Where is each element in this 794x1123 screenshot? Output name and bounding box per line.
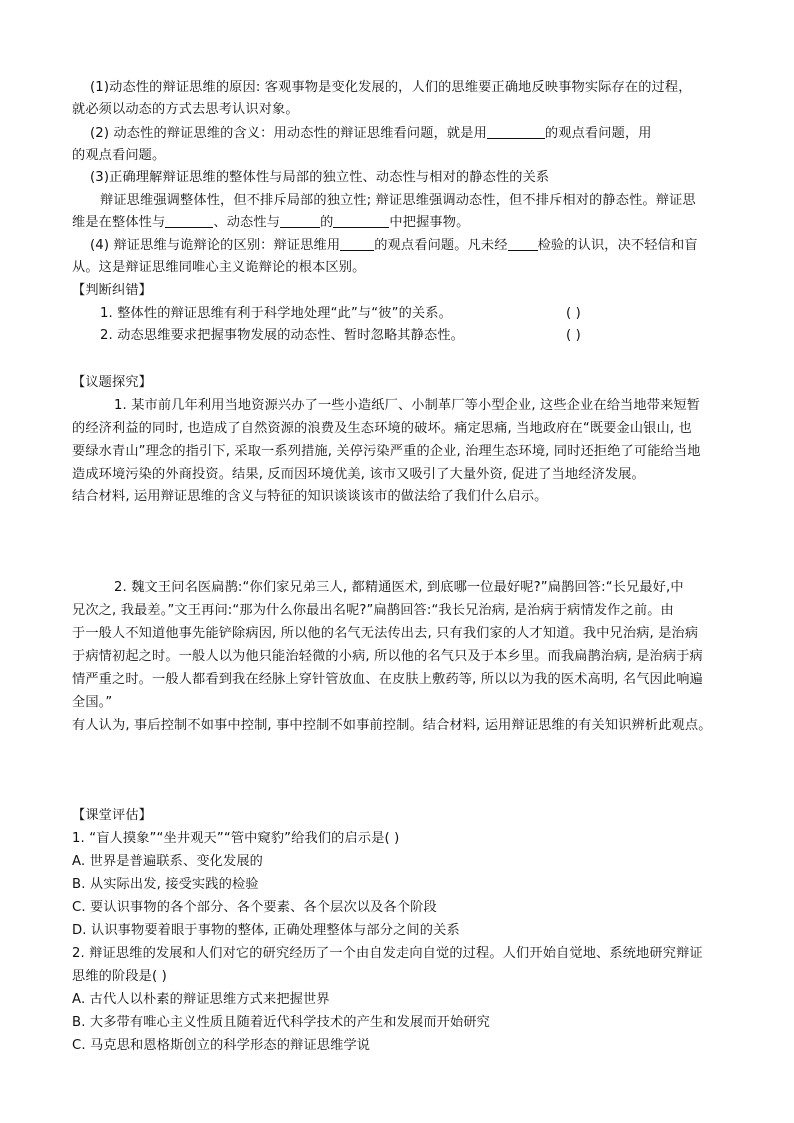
fill-blank[interactable] xyxy=(165,213,213,228)
paragraph-2-text-a: (2) 动态性的辩证思维的含义：用动态性的辩证思维看问题，就是用 xyxy=(90,126,487,141)
paragraph-3-text-d: 中把握事物。 xyxy=(389,215,470,230)
explore-q2-line-6: 全国。” xyxy=(72,695,113,710)
paragraph-2-text-b: 的观点看问题，用 xyxy=(544,126,652,141)
assess-q1-option-a: A. 世界是普遍联系、变化发展的 xyxy=(72,854,264,869)
paragraph-3-line-1: (3)正确理解辩证思维的整体性与局部的独立性、动态性与相对的静态性的关系 xyxy=(90,170,550,185)
assess-q1-option-c: C. 要认识事物的各个部分、各个要素、各个层次以及各个阶段 xyxy=(72,900,437,915)
explore-q2-line-4: 于病情初起之时。一般人以为他只能治轻微的小病, 所以他的名气只及于本乡里。而我扁鹊治病, 是治病于病 xyxy=(72,649,703,664)
explore-heading: 【议题探究】 xyxy=(72,375,153,390)
fill-blank[interactable] xyxy=(333,213,389,228)
fill-blank[interactable] xyxy=(340,236,374,251)
explore-q2-line-3: 于一般人不知道他事先能铲除病因, 所以他的名气无法传出去, 只有我们家的人才知道。我中兄治病, 是治病 xyxy=(72,626,699,641)
explore-q2-line-2: 兄次之, 我最差。”文王再问:“那为什么你最出名呢?”扁鹊回答:“我长兄治病, 是治病于病情发作之前。由 xyxy=(72,603,674,618)
paragraph-3-text-c: 的 xyxy=(320,215,334,230)
explore-q1-line-2: 的经济利益的同时, 也造成了自然资源的浪费及生态环境的破坏。痛定思痛, 当地政府在“既要金山银山, 也 xyxy=(72,421,692,436)
paragraph-3-line-3 xyxy=(72,213,469,233)
paragraph-4-line-1 xyxy=(90,236,698,256)
assess-question-2-line-1: 2. 辩证思维的发展和人们对它的研究经历了一个由自发走向自觉的过程。人们开始自觉地、系统地研究辩证 xyxy=(72,946,703,961)
paragraph-3-text-a: 维是在整体性与 xyxy=(72,215,166,230)
assess-q2-option-c: C. 马克思和恩格斯创立的科学形态的辩证思维学说 xyxy=(72,1038,371,1053)
answer-paren-1[interactable]: ( ) xyxy=(566,306,581,321)
assess-question-1: 1. “盲人摸象”“坐井观天”“管中窥豹”给我们的启示是( ) xyxy=(72,831,400,846)
paragraph-3-line-2: 辩证思维强调整体性，但不排斥局部的独立性; 辩证思维强调动态性，但不排斥相对的静态性。辩证思 xyxy=(100,193,696,208)
explore-q1-line-4: 造成环境污染的外商投资。结果, 反而因环境优美, 该市又吸引了大量外资, 促进了当地经济发展。 xyxy=(72,467,645,482)
paragraph-4-text-a: (4) 辩证思维与诡辩论的区别：辩证思维用 xyxy=(90,238,341,253)
judge-question-2: 2. 动态思维要求把握事物发展的动态性、暂时忽略其静态性。 xyxy=(100,328,464,343)
assess-heading: 【课堂评估】 xyxy=(72,808,153,823)
explore-q1-line-3: 要绿水青山”理念的指引下, 采取一系列措施, 关停污染严重的企业, 治理生态环境, 同时还拒绝了可能给当地 xyxy=(72,444,701,459)
explore-q2-task: 有人认为, 事后控制不如事中控制, 事中控制不如事前控制。结合材料, 运用辩证思维的有关知识辨析此观点。 xyxy=(72,718,712,733)
paragraph-4-line-2: 从。这是辩证思维同唯心主义诡辩论的根本区别。 xyxy=(72,260,366,275)
fill-blank[interactable] xyxy=(508,236,538,251)
fill-blank[interactable] xyxy=(487,124,545,139)
judge-heading: 【判断纠错】 xyxy=(72,283,153,298)
explore-q2-line-1: 2. 魏文王问名医扁鹊:“你们家兄弟三人, 都精通医术, 到底哪一位最好呢?”扁鹊回答:“长兄最好,中 xyxy=(114,580,684,595)
judge-question-1: 1. 整体性的辩证思维有利于科学地处理“此”与“彼”的关系。 xyxy=(100,306,452,321)
assess-question-2-line-2: 思维的阶段是( ) xyxy=(72,969,167,984)
paragraph-1-line-2: 就必须以动态的方式去思考认识对象。 xyxy=(72,102,299,117)
paragraph-4-text-c: 检验的认识，决不轻信和盲 xyxy=(537,238,698,253)
explore-q1-line-1: 1. 某市前几年利用当地资源兴办了一些小造纸厂、小制革厂等小型企业, 这些企业在给当地带来短暂 xyxy=(114,398,701,413)
assess-q2-option-a: A. 古代人以朴素的辩证思维方式来把握世界 xyxy=(72,992,330,1007)
paragraph-1-line-1: (1)动态性的辩证思维的原因: 客观事物是变化发展的，人们的思维要正确地反映事物实际存在的过程， xyxy=(90,80,692,95)
paragraph-4-text-b: 的观点看问题。凡未经 xyxy=(374,238,508,253)
explore-q2-line-5: 情严重之时。一般人都看到我在经脉上穿针管放血、在皮肤上敷药等, 所以以为我的医术高明, 名气因此响遍 xyxy=(72,672,703,687)
paragraph-2-line-2: 的观点看问题。 xyxy=(72,148,166,163)
explore-q1-task: 结合材料, 运用辩证思维的含义与特征的知识谈谈该市的做法给了我们什么启示。 xyxy=(72,489,548,504)
assess-q1-option-d: D. 认识事物要着眼于事物的整体, 正确处理整体与部分之间的关系 xyxy=(72,923,460,938)
answer-paren-2[interactable]: ( ) xyxy=(566,328,581,343)
assess-q1-option-b: B. 从实际出发, 接受实践的检验 xyxy=(72,877,259,892)
assess-q2-option-b: B. 大多带有唯心主义性质且随着近代科学技术的产生和发展而开始研究 xyxy=(72,1015,491,1030)
paragraph-3-text-b: 、动态性与 xyxy=(213,215,281,230)
fill-blank[interactable] xyxy=(280,213,320,228)
paragraph-2-line-1 xyxy=(90,124,652,144)
